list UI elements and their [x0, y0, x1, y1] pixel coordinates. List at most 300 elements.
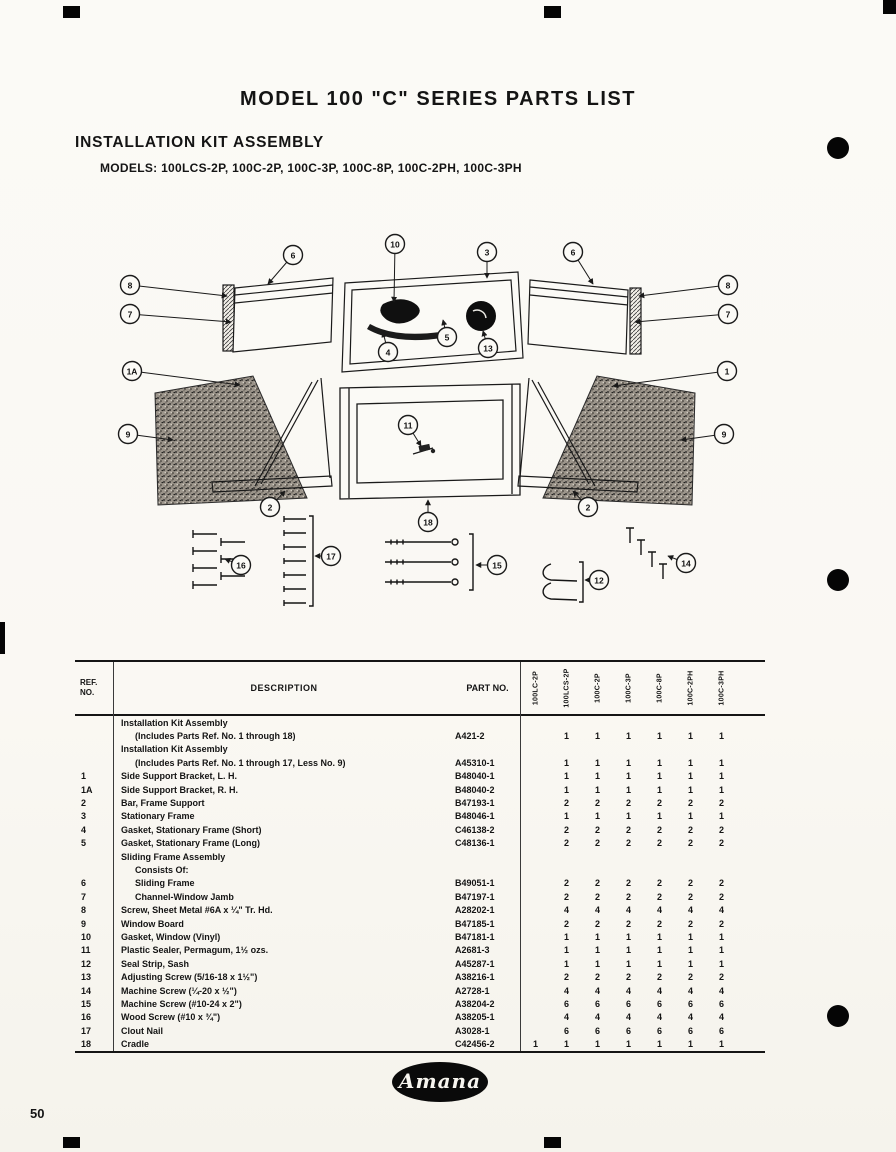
row-qty: 4: [625, 1012, 631, 1023]
row-ref: 13: [81, 972, 92, 983]
table-row: [75, 944, 765, 957]
row-description: Cradle: [121, 1039, 150, 1050]
row-ref: 8: [81, 905, 87, 916]
page-number: 50: [30, 1106, 45, 1121]
table-row: [75, 1011, 765, 1024]
table-row: [75, 997, 765, 1010]
row-part-number: C48136-1: [455, 838, 495, 849]
callout-number: 13: [483, 343, 493, 354]
row-part-number: A38204-2: [455, 998, 495, 1009]
row-qty: 2: [625, 798, 631, 809]
row-description: Sliding Frame Assembly: [121, 851, 226, 862]
row-ref: 6: [81, 878, 87, 889]
brand-name: Amana: [398, 1069, 482, 1093]
row-description: Window Board: [121, 918, 184, 929]
row-qty: 2: [594, 838, 600, 849]
row-qty: 2: [687, 878, 693, 889]
model-column-label: 100C-2P: [594, 673, 601, 703]
table-rule-vertical: [520, 662, 521, 1051]
row-qty: 6: [625, 998, 631, 1009]
registration-mark: [63, 6, 80, 18]
row-qty: 2: [687, 798, 693, 809]
model-column: [644, 661, 675, 715]
row-qty: 2: [563, 878, 569, 889]
row-description: Adjusting Screw (5/16-18 x 1½"): [121, 972, 258, 983]
table-row: [75, 796, 765, 809]
row-qty: 2: [625, 824, 631, 835]
row-qty: 1: [625, 731, 631, 742]
callout-17: [315, 547, 341, 566]
ref-header-line1: REF.: [80, 678, 98, 687]
row-description: Seal Strip, Sash: [121, 958, 190, 969]
row-qty: 2: [625, 878, 631, 889]
table-row: [75, 970, 765, 983]
row-part-number: A38205-1: [455, 1012, 495, 1023]
row-ref: 7: [81, 891, 87, 902]
row-qty: 1: [656, 757, 662, 768]
row-qty: 1: [687, 731, 693, 742]
callout-number: 8: [725, 280, 731, 291]
row-qty: 1: [687, 1039, 693, 1050]
model-column-label: 100LC-2P: [532, 670, 539, 706]
row-qty: 1: [594, 1039, 600, 1050]
row-qty: 2: [625, 972, 631, 983]
row-part-number: A421-2: [455, 731, 485, 742]
ref-header-line2: NO.: [80, 688, 95, 697]
model-column-label: 100C-3P: [625, 673, 632, 703]
row-description: Stationary Frame: [121, 811, 195, 822]
row-qty: 4: [687, 985, 693, 996]
row-qty: 1: [625, 945, 631, 956]
row-description: Machine Screw (¼-20 x ½"): [121, 985, 237, 996]
row-qty: 1: [718, 945, 724, 956]
callout-6: [564, 243, 594, 285]
row-qty: 1: [656, 931, 662, 942]
row-part-number: A45310-1: [455, 757, 495, 768]
row-qty: 2: [594, 891, 600, 902]
table-row: [75, 743, 765, 756]
callout-number: 17: [326, 551, 336, 562]
row-qty: 2: [656, 798, 662, 809]
row-part-number: B48040-2: [455, 784, 495, 795]
model-column: [706, 661, 737, 715]
callout-number: 7: [127, 309, 133, 320]
callout-number: 7: [725, 309, 731, 320]
callout-number: 10: [390, 239, 400, 250]
row-qty: 2: [656, 972, 662, 983]
row-description: Wood Screw (#10 x ¾"): [121, 1012, 221, 1023]
row-ref: 15: [81, 998, 92, 1009]
amana-logo: [392, 1062, 488, 1102]
row-ref: 4: [81, 824, 87, 835]
model-column-headers: [520, 661, 737, 715]
col-header-part: PART NO.: [466, 683, 509, 693]
row-ref: 17: [81, 1025, 92, 1036]
row-qty: 2: [656, 918, 662, 929]
table-row: [75, 877, 765, 890]
row-qty: 4: [656, 1012, 662, 1023]
row-description: (Includes Parts Ref. No. 1 through 18): [135, 731, 296, 742]
row-qty: 4: [656, 905, 662, 916]
table-row: [75, 837, 765, 850]
row-qty: 2: [656, 824, 662, 835]
table-row: [75, 863, 765, 876]
row-qty: 1: [656, 958, 662, 969]
col-header-description: DESCRIPTION: [250, 683, 318, 693]
row-qty: 1: [532, 1039, 538, 1050]
model-column-label: 100C-8P: [656, 673, 663, 703]
row-qty: 1: [656, 784, 662, 795]
model-column-label: 100C-3PH: [718, 670, 725, 706]
row-qty: 1: [718, 757, 724, 768]
row-description: Clout Nail: [121, 1025, 163, 1036]
callout-3: [478, 243, 497, 279]
callout-number: 12: [594, 575, 604, 586]
row-qty: 1: [625, 757, 631, 768]
model-column: [675, 661, 706, 715]
row-ref: 3: [81, 811, 87, 822]
table-row: [75, 903, 765, 916]
callout-number: 15: [492, 560, 502, 571]
row-qty: 2: [718, 878, 724, 889]
row-qty: 2: [656, 891, 662, 902]
row-qty: 6: [625, 1025, 631, 1036]
row-part-number: B48040-1: [455, 771, 495, 782]
row-qty: 1: [718, 784, 724, 795]
callout-8: [121, 276, 228, 297]
row-qty: 1: [718, 958, 724, 969]
row-qty: 1: [718, 771, 724, 782]
row-qty: 2: [687, 824, 693, 835]
row-ref: 12: [81, 958, 92, 969]
callout-number: 16: [236, 560, 246, 571]
row-qty: 1: [718, 731, 724, 742]
row-qty: 1: [625, 771, 631, 782]
row-qty: 6: [594, 1025, 600, 1036]
callout-number: 18: [423, 517, 433, 528]
row-description: Screw, Sheet Metal #6A x ¼" Tr. Hd.: [121, 905, 273, 916]
callout-number: 3: [484, 247, 490, 258]
col-header-ref: [75, 678, 113, 698]
row-qty: 1: [656, 945, 662, 956]
table-row: [75, 1024, 765, 1037]
row-qty: 1: [687, 931, 693, 942]
row-qty: 1: [718, 811, 724, 822]
callout-number: 2: [267, 502, 273, 513]
window-gasket-frame: [340, 384, 520, 499]
punch-dot: [827, 137, 849, 159]
table-header: [75, 662, 765, 716]
row-description: Side Support Bracket, L. H.: [121, 771, 238, 782]
model-column: [613, 661, 644, 715]
row-qty: 2: [656, 838, 662, 849]
model-column: [551, 661, 582, 715]
clout-nails: [284, 516, 313, 606]
callout-number: 11: [403, 420, 413, 431]
row-qty: 1: [563, 1039, 569, 1050]
row-qty: 2: [594, 918, 600, 929]
exploded-diagram: [85, 228, 765, 628]
diagram-artwork: [85, 228, 765, 628]
callout-7: [635, 305, 738, 324]
row-qty: 2: [718, 838, 724, 849]
row-qty: 4: [563, 1012, 569, 1023]
row-qty: 4: [718, 985, 724, 996]
row-qty: 1: [656, 811, 662, 822]
row-qty: 1: [625, 958, 631, 969]
row-qty: 1: [625, 811, 631, 822]
table-body: [75, 716, 765, 1051]
row-description: Gasket, Window (Vinyl): [121, 931, 221, 942]
row-qty: 2: [718, 891, 724, 902]
table-row: [75, 770, 765, 783]
table-row: [75, 890, 765, 903]
row-description: (Includes Parts Ref. No. 1 through 17, Less No. 9): [135, 757, 346, 768]
row-qty: 1: [594, 784, 600, 795]
row-qty: 2: [594, 798, 600, 809]
row-qty: 2: [625, 918, 631, 929]
machine-screws-long: [385, 534, 473, 590]
row-part-number: A3028-1: [455, 1025, 490, 1036]
row-description: Side Support Bracket, R. H.: [121, 784, 239, 795]
row-description: Machine Screw (#10-24 x 2"): [121, 998, 242, 1009]
row-qty: 4: [687, 905, 693, 916]
top-frames: [223, 272, 641, 372]
row-part-number: B48046-1: [455, 811, 495, 822]
row-qty: 4: [563, 905, 569, 916]
registration-mark: [0, 622, 5, 654]
table-row: [75, 917, 765, 930]
row-qty: 4: [718, 1012, 724, 1023]
row-part-number: A45287-1: [455, 958, 495, 969]
callout-18: [419, 500, 438, 532]
row-part-number: C46138-2: [455, 824, 495, 835]
row-qty: 2: [718, 798, 724, 809]
row-part-number: B47193-1: [455, 798, 495, 809]
row-part-number: B49051-1: [455, 878, 495, 889]
row-qty: 2: [625, 838, 631, 849]
row-qty: 1: [563, 811, 569, 822]
table-row: [75, 850, 765, 863]
callout-number: 9: [125, 429, 131, 440]
row-qty: 2: [594, 878, 600, 889]
row-description: Gasket, Stationary Frame (Long): [121, 838, 261, 849]
row-ref: 11: [81, 945, 91, 956]
row-description: Channel-Window Jamb: [135, 891, 234, 902]
table-row: [75, 984, 765, 997]
punch-dot: [827, 569, 849, 591]
parts-table: [75, 660, 765, 1053]
row-qty: 1: [687, 784, 693, 795]
row-qty: 2: [563, 824, 569, 835]
table-row: [75, 957, 765, 970]
callout-7: [121, 305, 232, 324]
models-line: MODELS: 100LCS-2P, 100C-2P, 100C-3P, 100C-8P, 100C-2PH, 100C-3PH: [100, 161, 522, 175]
registration-mark: [63, 1137, 80, 1148]
machine-screws-short: [626, 528, 667, 579]
row-qty: 2: [718, 824, 724, 835]
row-description: Plastic Sealer, Permagum, 1½ ozs.: [121, 945, 269, 956]
row-part-number: A2728-1: [455, 985, 490, 996]
row-part-number: B47181-1: [455, 931, 495, 942]
row-qty: 6: [718, 998, 724, 1009]
row-qty: 1: [687, 757, 693, 768]
row-qty: 2: [625, 891, 631, 902]
row-ref: 16: [81, 1012, 92, 1023]
row-qty: 6: [594, 998, 600, 1009]
row-qty: 4: [718, 905, 724, 916]
callout-14: [668, 554, 696, 573]
callout-number: 6: [290, 250, 296, 261]
row-ref: 1A: [81, 784, 93, 795]
row-qty: 2: [687, 838, 693, 849]
model-column: [582, 661, 613, 715]
row-qty: 1: [594, 811, 600, 822]
row-qty: 6: [687, 998, 693, 1009]
row-qty: 1: [563, 945, 569, 956]
row-qty: 1: [594, 757, 600, 768]
callout-number: 1A: [126, 366, 138, 377]
row-description: Bar, Frame Support: [121, 798, 205, 809]
row-qty: 4: [594, 905, 600, 916]
row-qty: 1: [594, 731, 600, 742]
row-qty: 2: [687, 972, 693, 983]
row-qty: 1: [563, 931, 569, 942]
row-qty: 2: [563, 798, 569, 809]
row-description: Consists Of:: [135, 864, 189, 875]
row-qty: 1: [594, 931, 600, 942]
table-row: [75, 729, 765, 742]
row-qty: 1: [687, 945, 693, 956]
callout-12: [585, 571, 609, 590]
row-qty: 4: [687, 1012, 693, 1023]
row-description: Installation Kit Assembly: [121, 744, 228, 755]
table-row: [75, 716, 765, 729]
page-title: MODEL 100 "C" SERIES PARTS LIST: [240, 88, 636, 110]
callout-6: [268, 246, 303, 285]
row-qty: 1: [594, 771, 600, 782]
row-qty: 1: [656, 1039, 662, 1050]
callout-number: 14: [681, 558, 691, 569]
table-row: [75, 823, 765, 836]
row-qty: 1: [563, 958, 569, 969]
row-qty: 1: [656, 731, 662, 742]
row-qty: 1: [563, 784, 569, 795]
row-qty: 4: [594, 985, 600, 996]
row-ref: 5: [81, 838, 87, 849]
row-qty: 6: [718, 1025, 724, 1036]
row-qty: 4: [594, 1012, 600, 1023]
section-heading: INSTALLATION KIT ASSEMBLY: [75, 134, 325, 151]
row-qty: 1: [563, 757, 569, 768]
row-qty: 4: [625, 985, 631, 996]
table-row: [75, 810, 765, 823]
row-qty: 6: [687, 1025, 693, 1036]
row-qty: 2: [718, 918, 724, 929]
row-qty: 1: [718, 1039, 724, 1050]
registration-mark: [544, 1137, 561, 1148]
row-qty: 1: [687, 958, 693, 969]
row-qty: 2: [563, 918, 569, 929]
row-qty: 1: [625, 931, 631, 942]
callout-number: 6: [570, 247, 576, 258]
row-qty: 2: [656, 878, 662, 889]
callout-8: [639, 276, 738, 297]
callout-15: [476, 556, 507, 575]
row-qty: 2: [563, 972, 569, 983]
row-ref: 10: [81, 931, 92, 942]
row-qty: 4: [656, 985, 662, 996]
row-qty: 1: [687, 811, 693, 822]
row-qty: 4: [625, 905, 631, 916]
row-part-number: B47197-1: [455, 891, 495, 902]
row-qty: 6: [563, 1025, 569, 1036]
table-rule-vertical: [113, 662, 114, 1051]
row-qty: 2: [594, 972, 600, 983]
row-part-number: C42456-2: [455, 1039, 495, 1050]
table-row: [75, 756, 765, 769]
row-qty: 1: [656, 771, 662, 782]
punch-dot: [827, 1005, 849, 1027]
row-qty: 1: [563, 771, 569, 782]
row-description: Installation Kit Assembly: [121, 717, 228, 728]
row-qty: 1: [625, 784, 631, 795]
row-qty: 1: [594, 945, 600, 956]
row-qty: 2: [563, 838, 569, 849]
row-ref: 1: [81, 771, 87, 782]
callout-number: 8: [127, 280, 133, 291]
row-qty: 1: [563, 731, 569, 742]
row-ref: 9: [81, 918, 87, 929]
row-ref: 14: [81, 985, 92, 996]
row-part-number: A28202-1: [455, 905, 495, 916]
row-qty: 2: [718, 972, 724, 983]
row-part-number: A2681-3: [455, 945, 490, 956]
row-qty: 6: [656, 998, 662, 1009]
row-description: Sliding Frame: [135, 878, 195, 889]
row-ref: 18: [81, 1039, 92, 1050]
row-qty: 6: [563, 998, 569, 1009]
row-qty: 4: [563, 985, 569, 996]
registration-mark: [544, 6, 561, 18]
row-qty: 1: [687, 771, 693, 782]
row-part-number: B47185-1: [455, 918, 495, 929]
row-qty: 1: [594, 958, 600, 969]
registration-mark: [883, 0, 896, 14]
table-row: [75, 783, 765, 796]
row-qty: 2: [687, 918, 693, 929]
table-row: [75, 930, 765, 943]
callout-number: 2: [585, 502, 591, 513]
row-qty: 2: [594, 824, 600, 835]
row-qty: 2: [687, 891, 693, 902]
table-row: [75, 1037, 765, 1050]
row-ref: 2: [81, 798, 87, 809]
callout-number: 4: [385, 347, 391, 358]
model-column: [520, 661, 551, 715]
row-qty: 6: [656, 1025, 662, 1036]
row-qty: 2: [563, 891, 569, 902]
row-qty: 1: [718, 931, 724, 942]
row-qty: 1: [625, 1039, 631, 1050]
model-column-label: 100LCS-2P: [563, 668, 570, 708]
row-part-number: A38216-1: [455, 972, 495, 983]
callout-number: 1: [724, 366, 730, 377]
callout-number: 9: [721, 429, 727, 440]
row-description: Gasket, Stationary Frame (Short): [121, 824, 262, 835]
seal-strips: [543, 562, 583, 602]
callout-number: 5: [444, 332, 450, 343]
